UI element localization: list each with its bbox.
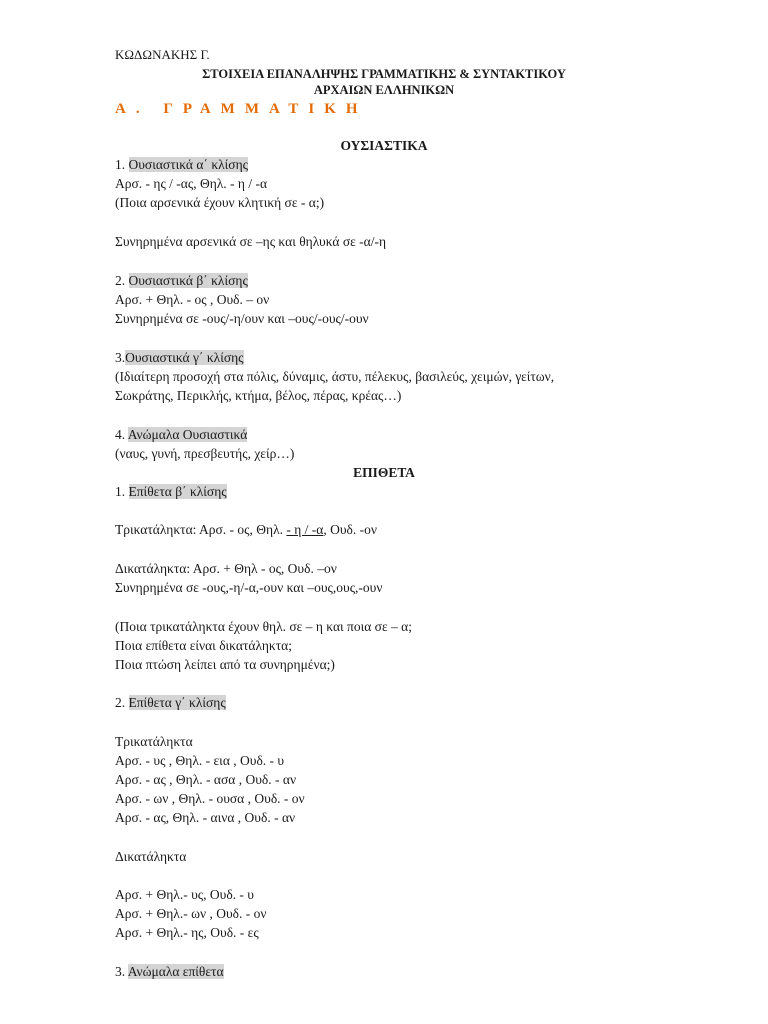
adjectives-c-tri-row: Αρσ. - ας , Θηλ. - ασα , Ουδ. - αν <box>115 772 297 787</box>
adjectives-b-question3: Ποια πτώση λείπει από τα συνηρημένα;) <box>115 657 335 672</box>
nouns-a-line1: Αρσ. - ης / -ας, Θηλ. - η / -α <box>115 176 268 191</box>
adjectives-c-tri-heading: Τρικατάληκτα <box>115 734 193 749</box>
nouns-c-line1: (Ιδιαίτερη προσοχή στα πόλις, δύναμις, άστυ, πέλεκυς, βασιλεύς, χειμών, γείτων, <box>115 369 555 384</box>
author-name: ΚΩΔΩΝΑΚΗΣ Γ. <box>115 47 210 62</box>
highlighted-label: Επίθετα β΄ κλίσης <box>128 484 227 499</box>
nouns-a-line3: Συνηρημένα αρσενικά σε –ης και θηλυκά σε -α/-η <box>115 234 387 249</box>
adjectives-d-title: 3. Ανώμαλα επίθετα <box>115 964 224 979</box>
highlighted-label: Ουσιαστικά β΄ κλίσης <box>128 273 248 288</box>
nouns-b-line2: Συνηρημένα σε -ους/-η/ουν και –ους/-ους/-ουν <box>115 311 369 326</box>
adjectives-b-di: Δικατάληκτα: Αρσ. + Θηλ - ος, Ουδ. –ον <box>115 561 337 576</box>
document-title-line2: ΑΡΧΑΙΩΝ ΕΛΛΗΝΙΚΩΝ <box>313 83 455 97</box>
adjectives-b-title: 1. Επίθετα β΄ κλίσης <box>115 484 227 499</box>
highlighted-label: Ουσιαστικά α΄ κλίσης <box>128 157 248 172</box>
adjectives-c-di-row: Αρσ. + Θηλ.- υς, Ουδ. - υ <box>115 887 254 902</box>
nouns-b-title: 2. Ουσιαστικά β΄ κλίσης <box>115 273 248 288</box>
nouns-d-title: 4. Ανώμαλα Ουσιαστικά <box>115 427 248 442</box>
nouns-c-line2: Σωκράτης, Περικλής, κτήμα, βέλος, πέρας, κρέας…) <box>115 388 402 403</box>
adjectives-b-tri: Τρικατάληκτα: Αρσ. - ος, Θηλ. - η / -α, Ουδ. -ον <box>115 522 378 537</box>
nouns-b-line1: Αρσ. + Θηλ. - ος , Ουδ. – ον <box>115 292 270 307</box>
adjectives-heading: ΕΠΙΘΕΤΑ <box>353 465 415 480</box>
nouns-d-line1: (ναυς, γυνή, πρεσβευτής, χείρ…) <box>115 446 295 461</box>
adjectives-c-title: 2. Επίθετα γ΄ κλίσης <box>115 695 226 710</box>
adjectives-b-question2: Ποια επίθετα είναι δικατάληκτα; <box>115 638 292 653</box>
underlined-ending: - η / -α <box>286 522 324 537</box>
nouns-heading: ΟΥΣΙΑΣΤΙΚΑ <box>340 138 428 153</box>
adjectives-b-question1: (Ποια τρικατάληκτα έχουν θηλ. σε – η και ποια σε – α; <box>115 619 412 634</box>
adjectives-c-tri-row: Αρσ. - ας, Θηλ. - αινα , Ουδ. - αν <box>115 810 296 825</box>
highlighted-label: Επίθετα γ΄ κλίσης <box>128 695 226 710</box>
highlighted-label: Ανώμαλα Ουσιαστικά <box>127 427 248 442</box>
adjectives-b-contracted: Συνηρημένα σε -ους,-η/-α,-ουν και –ους,ους,-ουν <box>115 580 383 595</box>
adjectives-c-di-heading: Δικατάληκτα <box>115 849 187 864</box>
adjectives-c-tri-row: Αρσ. - ων , Θηλ. - ουσα , Ουδ. - ον <box>115 791 305 806</box>
adjectives-c-di-row: Αρσ. + Θηλ.- ης, Ουδ. - ες <box>115 925 259 940</box>
highlighted-label: Ανώμαλα επίθετα <box>127 964 224 979</box>
document-title-line1: ΣΤΟΙΧΕΙΑ ΕΠΑΝΑΛΗΨΗΣ ΓΡΑΜΜΑΤΙΚΗΣ & ΣΥΝΤΑΚΤΙΚΟΥ <box>202 67 566 81</box>
adjectives-c-di-row: Αρσ. + Θηλ.- ων , Ουδ. - ον <box>115 906 267 921</box>
highlighted-label: Ουσιαστικά γ΄ κλίσης <box>125 350 244 365</box>
nouns-c-title: 3.Ουσιαστικά γ΄ κλίσης <box>115 350 244 365</box>
adjectives-c-tri-row: Αρσ. - υς , Θηλ. - εια , Ουδ. - υ <box>115 753 285 768</box>
nouns-a-title: 1. Ουσιαστικά α΄ κλίσης <box>115 157 248 172</box>
nouns-a-line2: (Ποια αρσενικά έχουν κλητική σε - α;) <box>115 195 325 210</box>
section-heading-grammar: Α. ΓΡΑΜΜΑΤΙΚΗ <box>115 101 368 117</box>
